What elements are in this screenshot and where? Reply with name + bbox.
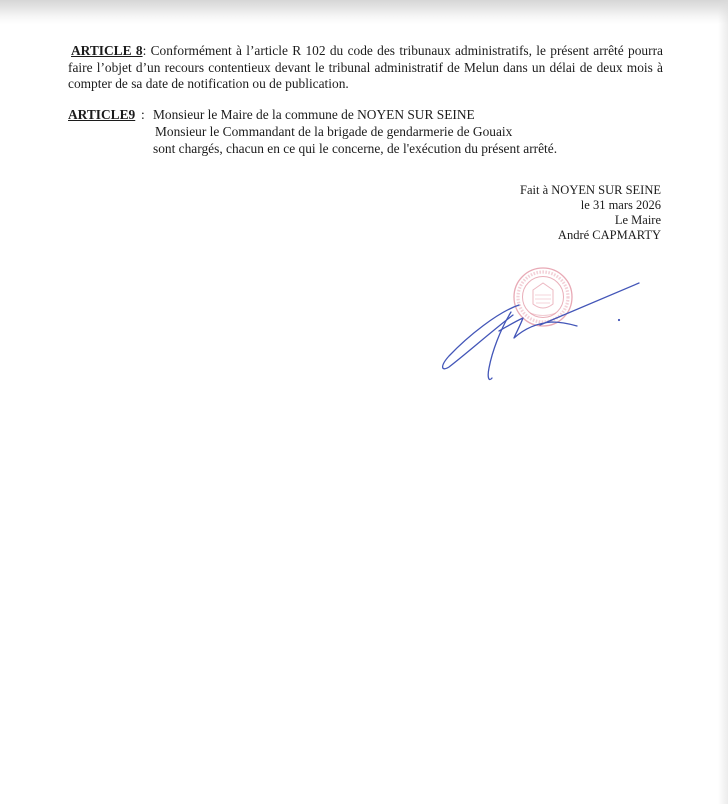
article-9-separator: :	[141, 107, 145, 122]
scan-shadow-right	[718, 0, 728, 804]
scan-shadow-top	[0, 0, 728, 24]
handwritten-signature	[443, 283, 639, 380]
article-8-paragraph	[68, 43, 663, 93]
signature-name: André CAPMARTY	[557, 228, 661, 242]
article-8-line-2: faire l’objet d’un recours contentieux devant le tribunal administratif de Melun dans un délai de deux mois à	[68, 59, 663, 75]
article-9-line-2: Monsieur le Commandant de la brigade de gendarmerie de Gouaix	[155, 124, 513, 139]
article-9-line-1: Monsieur le Maire de la commune de NOYEN SUR SEINE	[153, 107, 475, 122]
article-8-line-1-text: : Conformément à l’article R 102 du code des tribunaux administratifs, le présent arrêté pourra	[142, 43, 663, 58]
article-8-label: ARTICLE 8	[71, 43, 143, 58]
article-9-line-3: sont chargés, chacun en ce qui le concerne, de l'exécution du présent arrêté.	[153, 141, 558, 156]
signature-place: Fait à NOYEN SUR SEINE	[520, 183, 661, 197]
article-8-line-3: compter de sa date de notification ou de publication.	[68, 76, 349, 91]
article-9-label: ARTICLE9	[68, 107, 136, 122]
signature-role: Le Maire	[614, 213, 661, 227]
article-9-paragraph	[68, 106, 668, 158]
signature-block	[520, 183, 661, 243]
signature-date: le 31 mars 2026	[580, 198, 661, 212]
mayor-stamp	[514, 268, 572, 326]
article-8-line-1	[68, 43, 663, 60]
